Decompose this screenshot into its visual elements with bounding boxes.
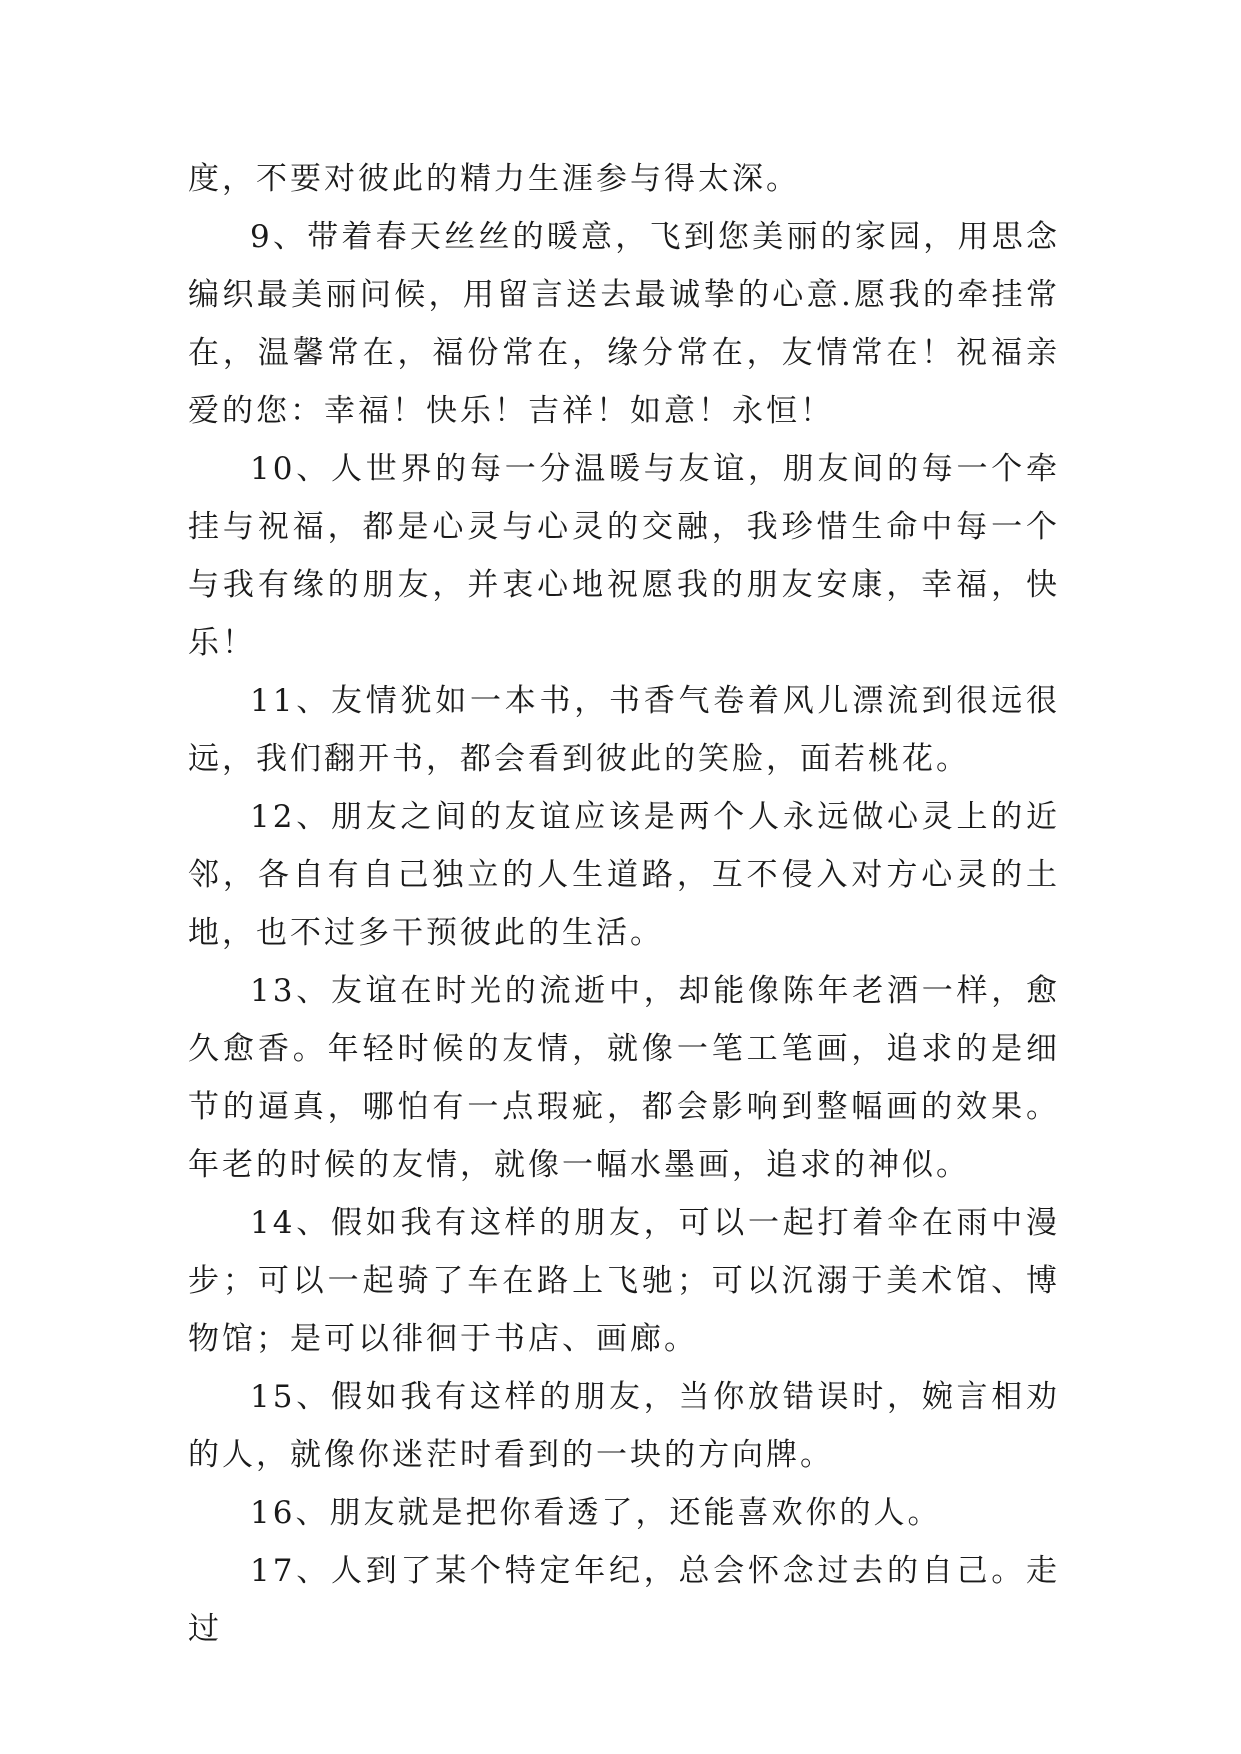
paragraph-item-16: 16、朋友就是把你看透了，还能喜欢你的人。 xyxy=(250,1495,942,1531)
paragraph-item-12: 12、朋友之间的友谊应该是两个人永远做心灵上的近邻，各自有自己独立的人生道路，互不侵入对方心灵的土地，也不过多干预彼此的生活。 xyxy=(188,799,1060,951)
paragraph-item-11: 11、友情犹如一本书，书香气卷着风儿漂流到很远很远，我们翻开书，都会看到彼此的笑脸，面若桃花。 xyxy=(188,683,1060,777)
paragraph-item-17: 17、人到了某个特定年纪，总会怀念过去的自己。走过 xyxy=(188,1553,1060,1647)
paragraph-item-15: 15、假如我有这样的朋友，当你放错误时，婉言相劝的人，就像你迷茫时看到的一块的方向牌。 xyxy=(188,1379,1060,1473)
paragraph-continuation: 度，不要对彼此的精力生涯参与得太深。 xyxy=(188,161,800,197)
paragraph-item-14: 14、假如我有这样的朋友，可以一起打着伞在雨中漫步；可以一起骑了车在路上飞驰；可以沉溺于美术馆、博物馆；是可以徘徊于书店、画廊。 xyxy=(188,1205,1060,1357)
paragraph-item-13: 13、友谊在时光的流逝中，却能像陈年老酒一样，愈久愈香。年轻时候的友情，就像一笔工笔画，追求的是细节的逼真，哪怕有一点瑕疵，都会影响到整幅画的效果。年老的时候的友情，就像一幅水墨画，追求的神似。 xyxy=(188,973,1060,1183)
paragraph-item-9: 9、带着春天丝丝的暖意，飞到您美丽的家园，用思念编织最美丽问候，用留言送去最诚挚的心意.愿我的牵挂常在，温馨常在，福份常在，缘分常在，友情常在！祝福亲爱的您：幸福！快乐！吉祥！如意！永恒！ xyxy=(188,219,1060,429)
paragraph-item-10: 10、人世界的每一分温暖与友谊，朋友间的每一个牵挂与祝福，都是心灵与心灵的交融，我珍惜生命中每一个与我有缘的朋友，并衷心地祝愿我的朋友安康，幸福，快乐！ xyxy=(188,451,1060,661)
document-body xyxy=(188,150,1060,1658)
